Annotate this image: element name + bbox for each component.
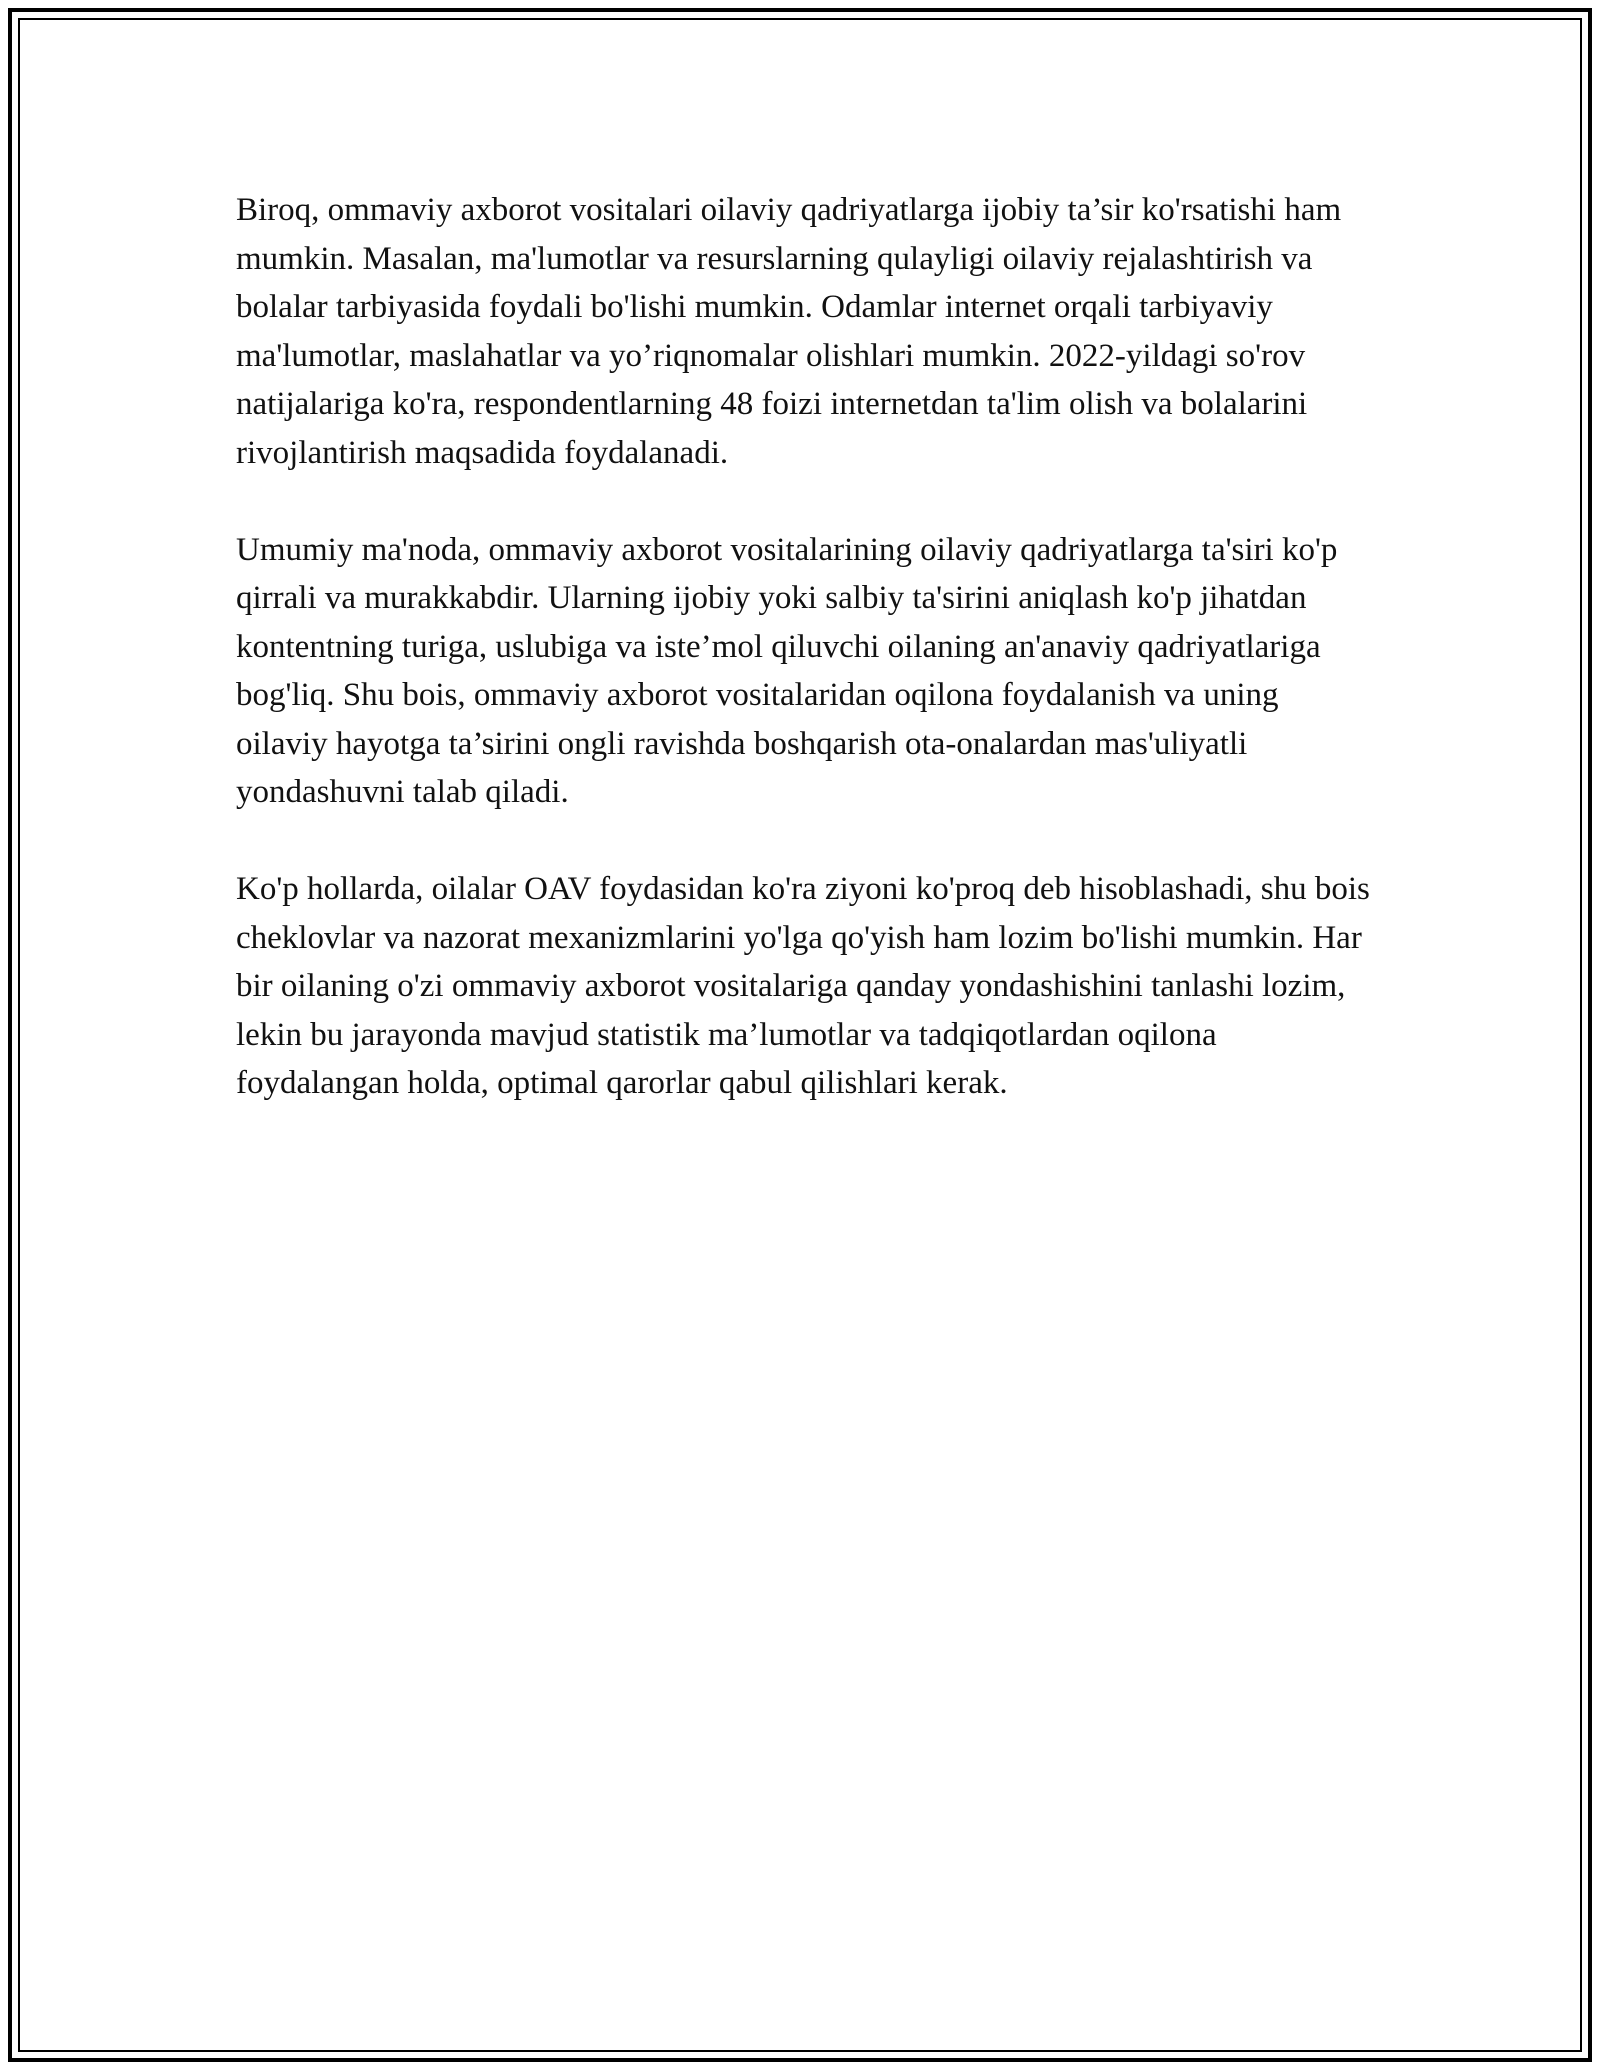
paragraph-2: Umumiy ma'noda, ommaviy axborot vositalarining oilaviy qadriyatlarga ta'siri ko'p qirrali va murakkabdir. Ularning ijobiy yoki salbiy ta'sirini aniqlash ko'p jihatdan kontentning turiga, uslubiga va iste’mol qiluvchi oilaning an'anaviy qadriyatlariga bog'liq. Shu bois, ommaviy axborot vositalaridan oqilona foydalanish va uning oilaviy hayotga ta’sirini ongli ravishda boshqarish ota-onalardan mas'uliyatli yondashuvni talab qiladi. [236, 531, 1338, 810]
paragraph-1: Biroq, ommaviy axborot vositalari oilaviy qadriyatlarga ijobiy ta’sir ko'rsatishi ham mumkin. Masalan, ma'lumotlar va resurslarning qulayligi oilaviy rejalashtirish va bolalar tarbiyasida foydali bo'lishi mumkin. Odamlar internet orqali tarbiyaviy ma'lumotlar, maslahatlar va yo’riqnomalar olishlari mumkin. 2022-yildagi so'rov natijalariga ko'ra, respondentlarning 48 foizi internetdan ta'lim olish va bolalarini rivojlantirish maqsadida foydalanadi. [236, 192, 1342, 471]
document-body [236, 186, 1370, 1156]
paragraph-3: Ko'p hollarda, oilalar OAV foydasidan ko'ra ziyoni ko'proq deb hisoblashadi, shu bois cheklovlar va nazorat mexanizmlarini yo'lga qo'yish ham lozim bo'lishi mumkin. Har bir oilaning o'zi ommaviy axborot vositalariga qanday yondashishini tanlashi lozim, lekin bu jarayonda mavjud statistik ma’lumotlar va tadqiqotlardan oqilona foydalangan holda, optimal qarorlar qabul qilishlari kerak. [236, 871, 1370, 1101]
